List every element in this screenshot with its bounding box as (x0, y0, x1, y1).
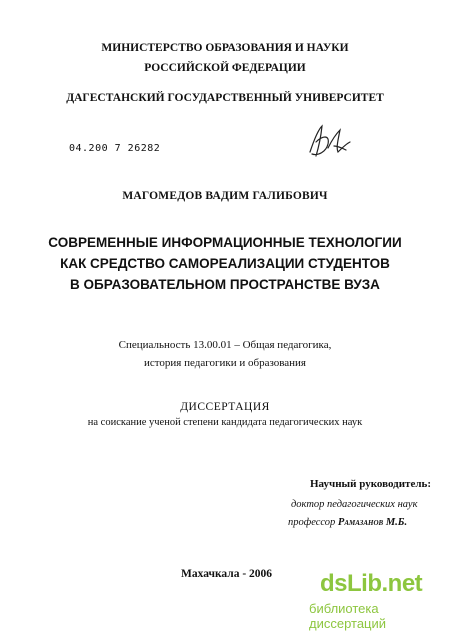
supervisor-rank: профессор (288, 517, 336, 528)
ministry-line-1: МИНИСТЕРСТВО ОБРАЗОВАНИЯ И НАУКИ (101, 42, 349, 54)
specialty-line-2: история педагогики и образования (143, 357, 306, 369)
title-line-1: СОВРЕМЕННЫЕ ИНФОРМАЦИОННЫЕ ТЕХНОЛОГИИ (48, 235, 402, 250)
specialty (0, 336, 450, 372)
author-name: МАГОМЕДОВ ВАДИМ ГАЛИБОВИЧ (122, 190, 328, 202)
dissertation-purpose: на соискание ученой степени кандидата педагогических наук (87, 417, 363, 428)
dissertation-label: ДИССЕРТАЦИЯ (180, 401, 270, 413)
title-line-2: КАК СРЕДСТВО САМОРЕАЛИЗАЦИИ СТУДЕНТОВ (60, 256, 390, 271)
city-year: Махачкала - 2006 (181, 568, 273, 580)
supervisor-degree: доктор педагогических наук (291, 499, 418, 510)
signature-image (300, 118, 355, 166)
supervisor-rank-line (288, 517, 407, 528)
ministry-line-2: РОССИЙСКОЙ ФЕДЕРАЦИИ (144, 62, 306, 74)
registration-stamp-number: 04.200 7 26282 (69, 143, 161, 154)
title-line-3: В ОБРАЗОВАТЕЛЬНОМ ПРОСТРАНСТВЕ ВУЗА (70, 277, 380, 292)
specialty-line-1: Специальность 13.00.01 – Общая педагогика, (118, 339, 332, 351)
dissertation-title (0, 232, 450, 295)
ministry-header (0, 38, 450, 78)
watermark-logo: dsLib.net (320, 570, 423, 597)
supervisor-name: Рамазанов М.Б. (337, 517, 408, 528)
supervisor-label: Научный руководитель: (310, 478, 431, 490)
university-name: ДАГЕСТАНСКИЙ ГОСУДАРСТВЕННЫЙ УНИВЕРСИТЕТ (66, 92, 384, 104)
watermark-subtitle: библиотека диссертаций (309, 601, 387, 631)
